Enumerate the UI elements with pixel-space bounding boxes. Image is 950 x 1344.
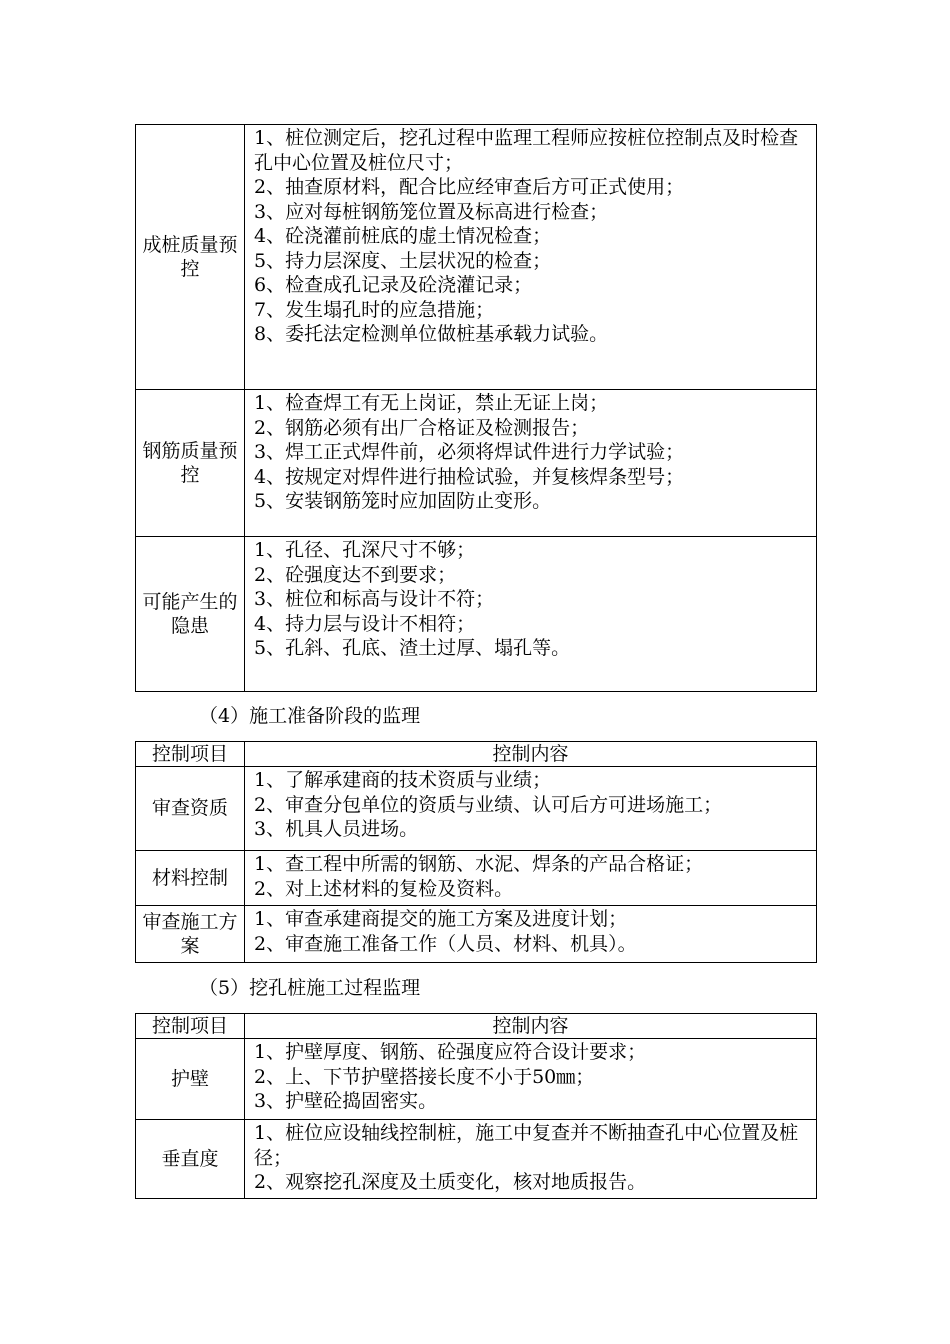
list-item: 1、桩位测定后，挖孔过程中监理工程师应按桩位控制点及时检查孔中心位置及桩位尺寸； bbox=[254, 127, 799, 174]
list-item: 2、砼强度达不到要求； bbox=[254, 563, 457, 586]
row-content bbox=[245, 390, 817, 537]
column-header: 控制内容 bbox=[245, 1014, 817, 1039]
list-item: 1、护壁厚度、钢筋、砼强度应符合设计要求； bbox=[254, 1041, 647, 1063]
list-item: 2、钢筋必须有出厂合格证及检测报告； bbox=[254, 416, 590, 439]
table-row bbox=[136, 390, 817, 537]
table-row bbox=[136, 1039, 817, 1120]
row-label: 审查资质 bbox=[136, 767, 245, 851]
row-content bbox=[245, 1120, 817, 1199]
list-item: 2、审查施工准备工作（人员、材料、机具）。 bbox=[254, 932, 637, 955]
row-content bbox=[245, 1039, 817, 1120]
list-item: 1、审查承建商提交的施工方案及进度计划； bbox=[254, 908, 628, 930]
list-item: 1、了解承建商的技术资质与业绩； bbox=[254, 769, 552, 791]
list-item: 3、应对每桩钢筋笼位置及标高进行检查； bbox=[254, 200, 609, 223]
list-item: 2、抽查原材料，配合比应经审查后方可正式使用； bbox=[254, 176, 685, 198]
list-item: 4、砼浇灌前桩底的虚土情况检查； bbox=[254, 225, 552, 247]
list-item: 1、检查焊工有无上岗证，禁止无证上岗； bbox=[254, 392, 609, 414]
list-item: 4、持力层与设计不相符； bbox=[254, 612, 476, 635]
list-item: 2、审查分包单位的资质与业绩、认可后方可进场施工； bbox=[254, 793, 723, 816]
column-header: 控制项目 bbox=[136, 1014, 245, 1039]
row-content bbox=[245, 906, 817, 963]
list-item: 5、孔斜、孔底、渣土过厚、塌孔等。 bbox=[254, 637, 571, 659]
list-item: 5、持力层深度、土层状况的检查； bbox=[254, 249, 552, 272]
list-item: 3、桩位和标高与设计不符； bbox=[254, 588, 495, 610]
list-item: 7、发生塌孔时的应急措施； bbox=[254, 298, 495, 321]
list-item: 1、查工程中所需的钢筋、水泥、焊条的产品合格证； bbox=[254, 853, 704, 875]
list-item: 3、机具人员进场。 bbox=[254, 818, 419, 840]
section-heading: （4）施工准备阶段的监理 bbox=[199, 705, 421, 727]
table-header-row bbox=[136, 1014, 817, 1039]
quality-control-table bbox=[135, 124, 817, 692]
row-label: 垂直度 bbox=[136, 1120, 245, 1199]
row-label: 审查施工方案 bbox=[136, 906, 245, 963]
column-header: 控制项目 bbox=[136, 742, 245, 767]
row-label: 成桩质量预控 bbox=[136, 125, 245, 390]
table-row bbox=[136, 906, 817, 963]
row-label: 护壁 bbox=[136, 1039, 245, 1120]
list-item: 6、检查成孔记录及砼浇灌记录； bbox=[254, 274, 533, 296]
list-item: 1、桩位应设轴线控制桩，施工中复查并不断抽查孔中心位置及桩径； bbox=[254, 1122, 799, 1169]
table-row bbox=[136, 125, 817, 390]
list-item: 5、安装钢筋笼时应加固防止变形。 bbox=[254, 490, 552, 512]
list-item: 1、孔径、孔深尺寸不够； bbox=[254, 539, 476, 561]
section-heading: （5）挖孔桩施工过程监理 bbox=[199, 977, 421, 999]
list-item: 8、委托法定检测单位做桩基承载力试验。 bbox=[254, 323, 609, 345]
row-content bbox=[245, 851, 817, 906]
list-item: 3、护壁砼捣固密实。 bbox=[254, 1090, 438, 1112]
row-label: 材料控制 bbox=[136, 851, 245, 906]
preparation-stage-table bbox=[135, 741, 817, 963]
row-content bbox=[245, 767, 817, 851]
row-label: 钢筋质量预控 bbox=[136, 390, 245, 537]
row-content bbox=[245, 537, 817, 692]
list-item: 4、按规定对焊件进行抽检试验，并复核焊条型号； bbox=[254, 465, 685, 488]
row-label: 可能产生的隐患 bbox=[136, 537, 245, 692]
row-content bbox=[245, 125, 817, 390]
table-row bbox=[136, 851, 817, 906]
table-row bbox=[136, 1120, 817, 1199]
column-header: 控制内容 bbox=[245, 742, 817, 767]
table-header-row bbox=[136, 742, 817, 767]
list-item: 2、观察挖孔深度及土质变化，核对地质报告。 bbox=[254, 1171, 647, 1193]
list-item: 2、上、下节护壁搭接长度不小于50㎜； bbox=[254, 1065, 595, 1088]
table-row bbox=[136, 537, 817, 692]
list-item: 2、对上述材料的复检及资料。 bbox=[254, 877, 514, 900]
table-row bbox=[136, 767, 817, 851]
construction-process-table bbox=[135, 1013, 817, 1199]
list-item: 3、焊工正式焊件前，必须将焊试件进行力学试验； bbox=[254, 441, 685, 463]
